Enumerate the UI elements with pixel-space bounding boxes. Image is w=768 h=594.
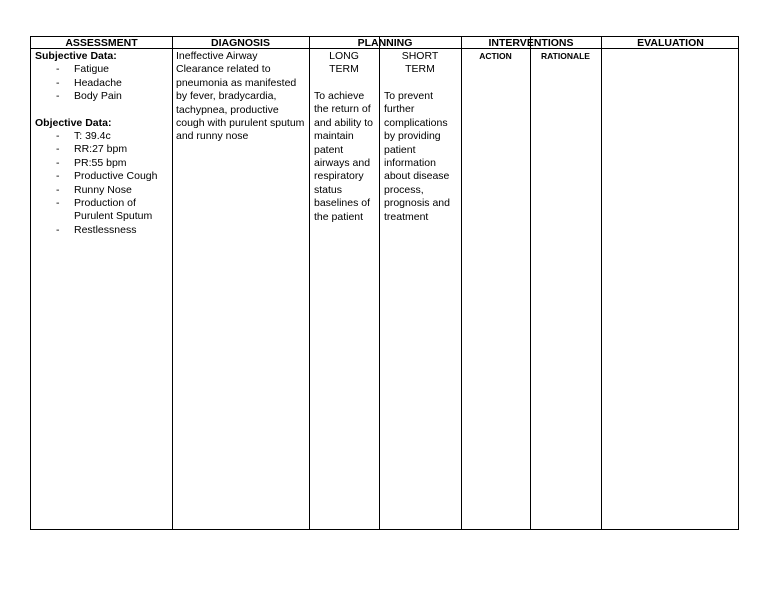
objective-data-title: Objective Data:: [35, 116, 112, 129]
column-divider: [461, 37, 462, 529]
subjective-data-list: [35, 63, 170, 103]
long-term-goal: To achieve the return of and ability to maintain patent airways and respiratory status baselines of the patient: [314, 90, 373, 223]
long-term-label: LONG TERM: [329, 50, 359, 76]
column-divider: [309, 37, 310, 529]
header-planning: PLANNING: [357, 37, 413, 49]
diagnosis-text: Ineffective Airway Clearance related to pneumonia as manifested by fever, bradycardia, tachypnea, productive cough with purulent sputum and runny nose: [176, 50, 305, 143]
list-item: - Productive Cough: [35, 170, 170, 183]
list-item: - Restlessness: [35, 224, 170, 237]
subjective-data-title: Subjective Data:: [35, 50, 117, 62]
header-diagnosis: DIAGNOSIS: [211, 37, 270, 49]
list-item: - T: 39.4c: [35, 130, 170, 143]
action-label: ACTION: [479, 51, 512, 61]
short-term-label: SHORT TERM: [401, 50, 439, 76]
list-item: - RR:27 bpm: [35, 143, 170, 156]
list-item: - PR:55 bpm: [35, 157, 170, 170]
column-divider: [379, 37, 380, 529]
header-interventions: INTERVENTIONS: [488, 37, 574, 49]
header-assessment: ASSESSMENT: [65, 37, 138, 49]
column-divider: [172, 37, 173, 529]
short-term-goal: To prevent further complications by providing patient information about disease process, prognosis and treatment: [384, 90, 450, 223]
assessment-cell: [35, 50, 170, 237]
column-divider: [601, 37, 602, 529]
rationale-label: RATIONALE: [541, 51, 590, 61]
list-item: - Production of Purulent Sputum: [35, 197, 170, 224]
list-item: - Fatigue: [35, 63, 170, 76]
header-evaluation: EVALUATION: [637, 37, 704, 49]
nursing-care-plan-table: [30, 36, 739, 530]
column-divider: [530, 37, 531, 529]
list-item: - Headache: [35, 77, 170, 90]
objective-data-list: [35, 130, 170, 237]
list-item: - Body Pain: [35, 90, 170, 103]
list-item: - Runny Nose: [35, 184, 170, 197]
